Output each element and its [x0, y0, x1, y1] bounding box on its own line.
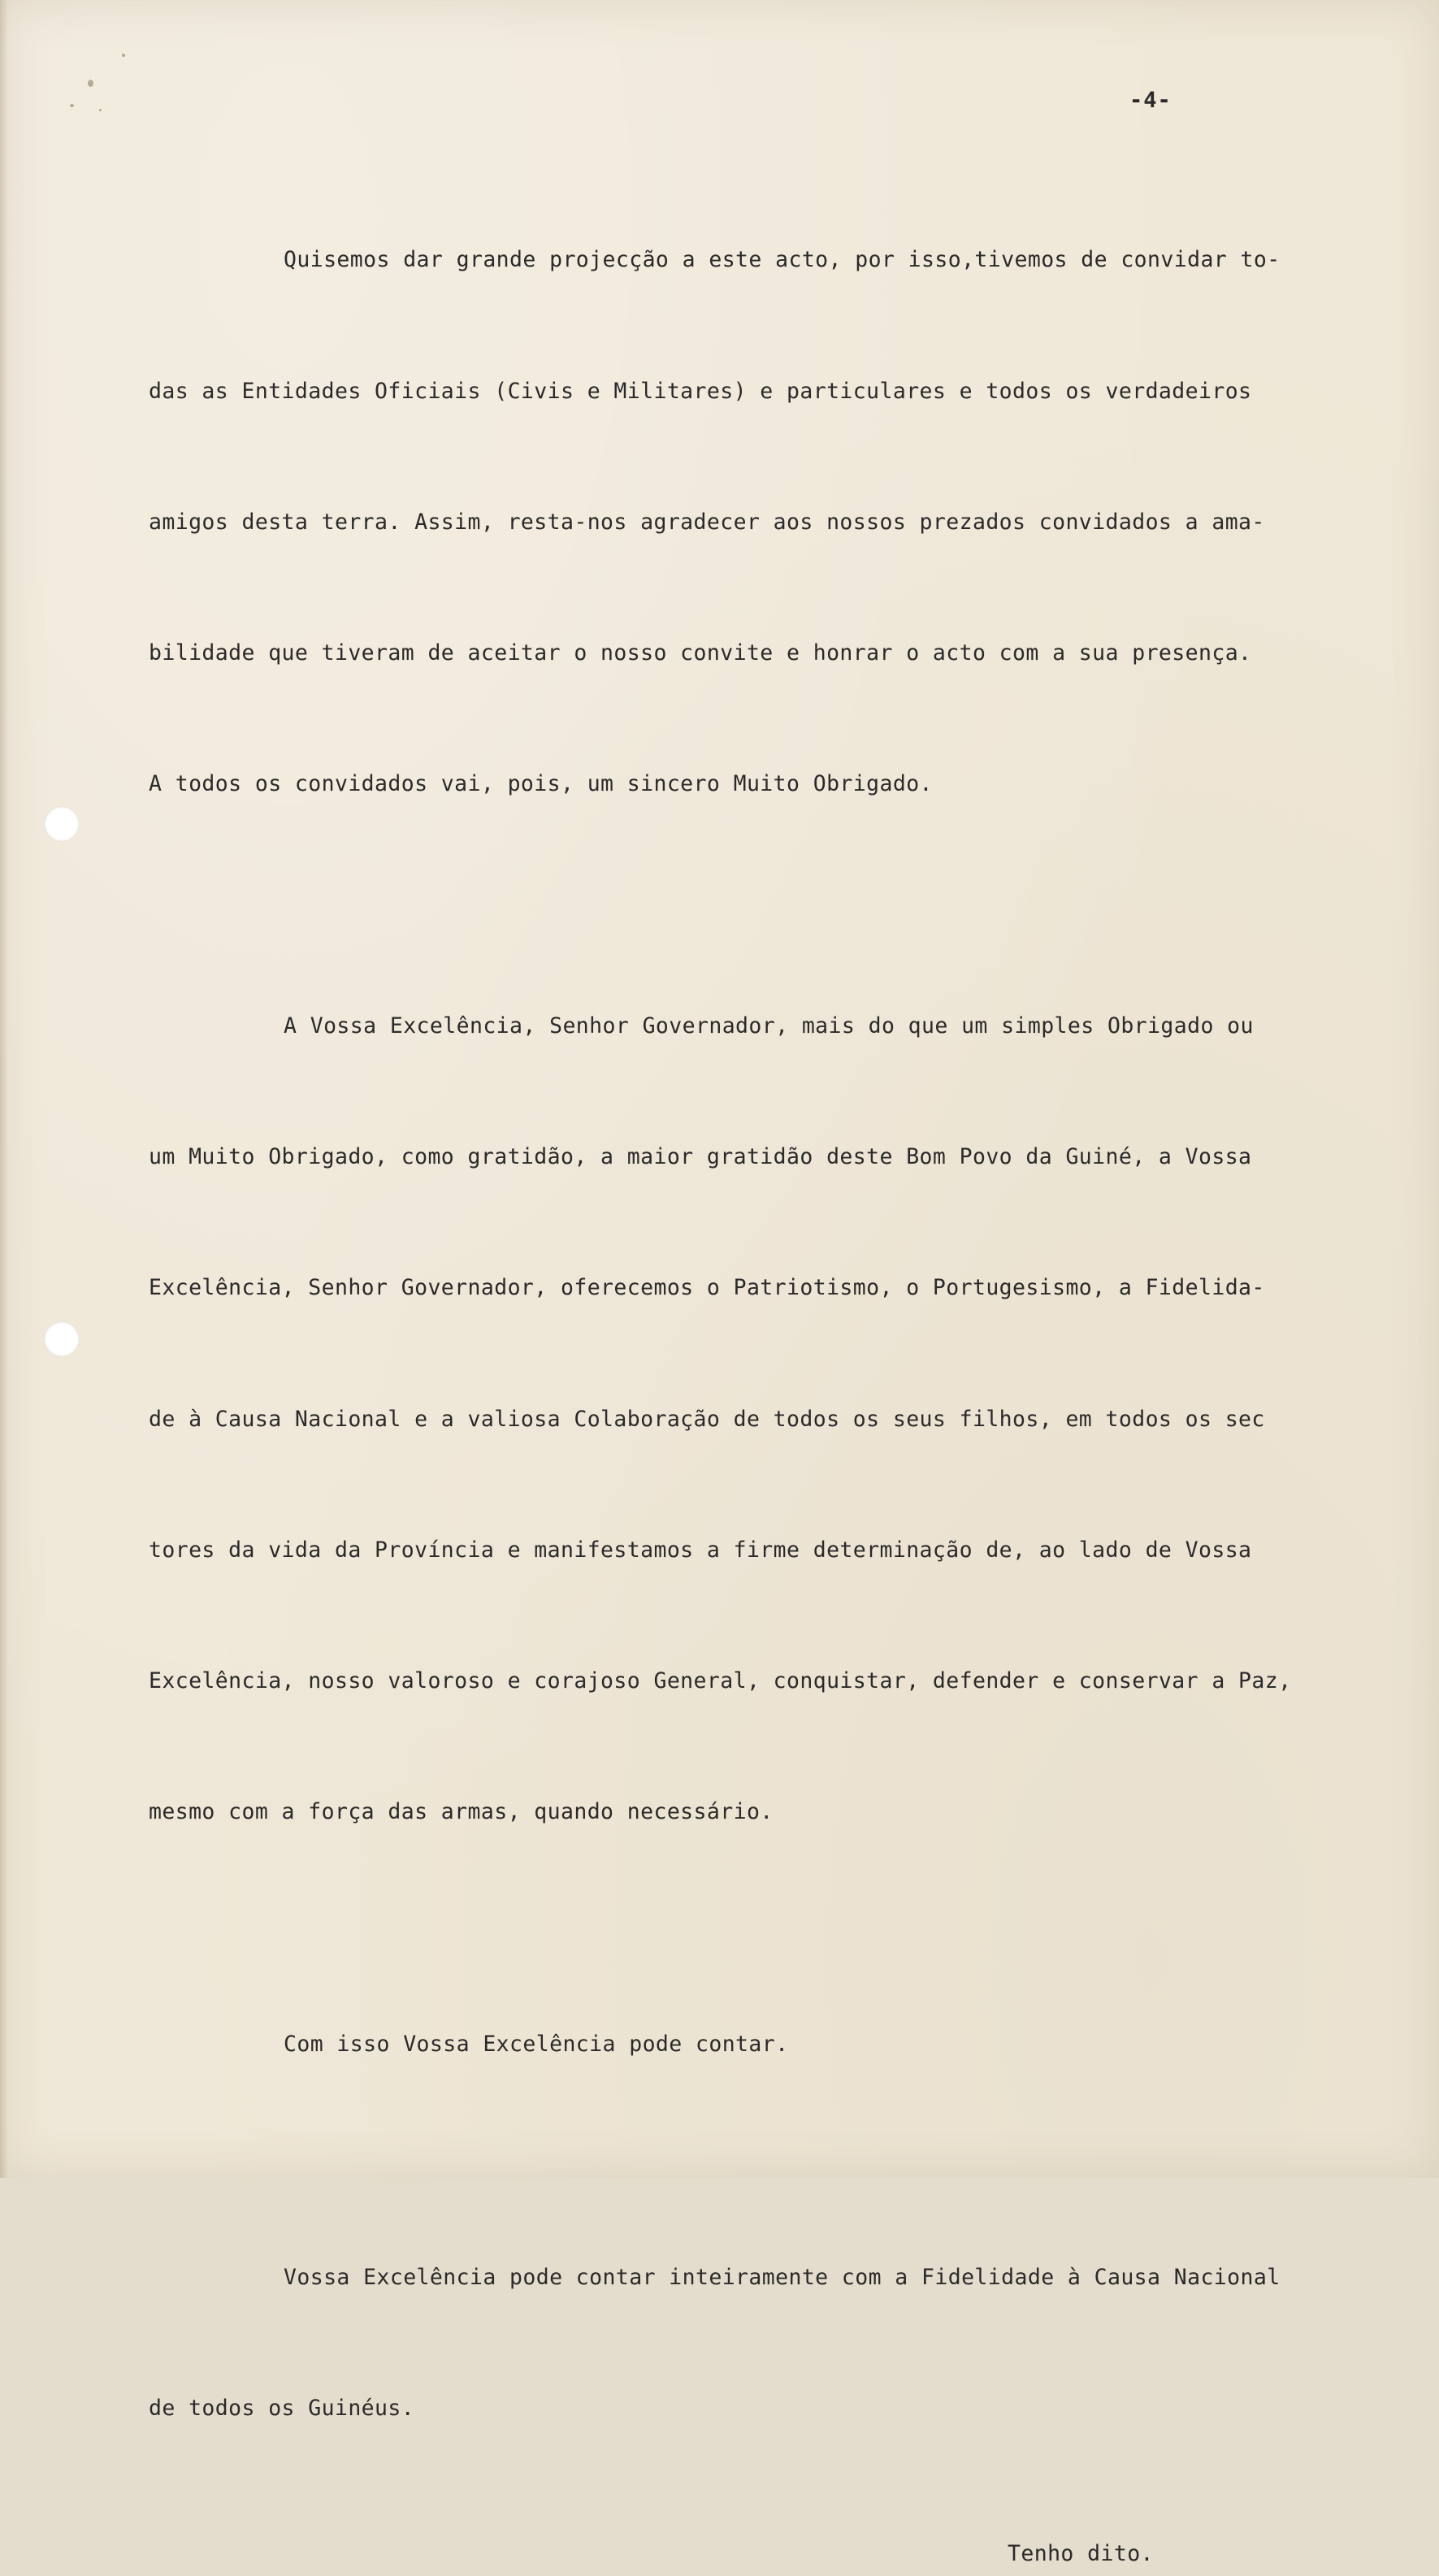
text-line: tores da vida da Província e manifestamos a firme determinação de, ao lado de Vossa	[149, 1537, 1252, 1563]
text-line: A todos os convidados vai, pois, um sincero Muito Obrigado.	[149, 770, 933, 796]
text-line: Excelência, nosso valoroso e corajoso General, conquistar, defender e conservar a Paz,	[149, 1667, 1292, 1693]
paper-speck	[99, 109, 102, 111]
paper-speck	[122, 54, 125, 57]
text-line: Com isso Vossa Excelência pode contar.	[284, 2032, 789, 2058]
text-line: de todos os Guinéus.	[149, 2395, 415, 2421]
text-line: Quisemos dar grande projecção a este acto, por isso,tivemos de convidar to-	[284, 247, 1281, 273]
letter-body	[149, 151, 1319, 2576]
text-line: mesmo com a força das armas, quando necessário.	[149, 1798, 774, 1824]
paragraph-3	[149, 1936, 1319, 2154]
paragraph-1	[149, 151, 1319, 893]
closing-sign-off: Tenho dito.	[1008, 2541, 1154, 2567]
text-line: amigos desta terra. Assim, resta-nos agradecer aos nossos prezados convidados a ama-	[149, 509, 1265, 535]
punch-hole	[44, 806, 80, 842]
paragraph-4	[149, 2168, 1319, 2517]
paper-speck	[70, 104, 74, 107]
paper-speck	[88, 80, 93, 87]
paragraph-2	[149, 917, 1319, 1921]
text-line: A Vossa Excelência, Senhor Governador, mais do que um simples Obrigado ou	[284, 1013, 1254, 1039]
paper-edge-shadow	[0, 0, 8, 2178]
text-line: de à Causa Nacional e a valiosa Colaboração de todos os seus filhos, em todos os sec	[149, 1406, 1265, 1432]
page-number: -4-	[1129, 88, 1172, 113]
text-line: um Muito Obrigado, como gratidão, a maior gratidão deste Bom Povo da Guiné, a Vossa	[149, 1144, 1252, 1170]
text-line: bilidade que tiveram de aceitar o nosso convite e honrar o acto com a sua presença.	[149, 640, 1252, 666]
text-line: Excelência, Senhor Governador, oferecemos o Patriotismo, o Portugesismo, a Fidelida-	[149, 1275, 1265, 1301]
text-line: das as Entidades Oficiais (Civis e Militares) e particulares e todos os verdadeiros	[149, 378, 1252, 404]
text-line: Vossa Excelência pode contar inteiramente com a Fidelidade à Causa Nacional	[284, 2264, 1281, 2290]
punch-hole	[44, 1321, 80, 1357]
